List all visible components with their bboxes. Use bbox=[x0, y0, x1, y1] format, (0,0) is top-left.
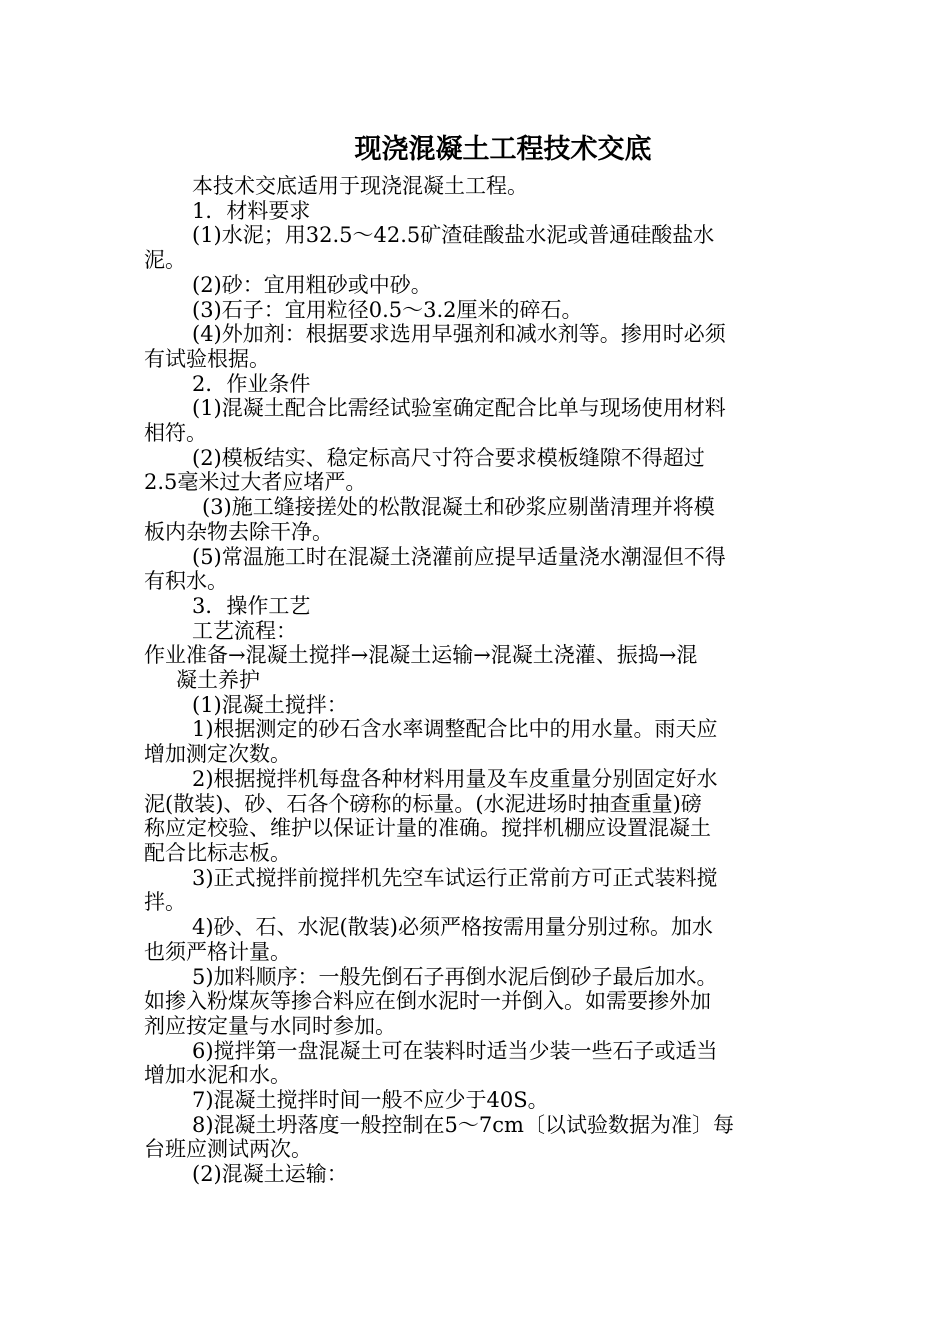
paragraph-line: 2)根据搅拌机每盘各种材料用量及车皮重量分别固定好水 bbox=[192, 766, 718, 791]
paragraph-line: 如掺入粉煤灰等掺合料应在倒水泥时一并倒入。如需要掺外加 bbox=[144, 989, 711, 1014]
section-heading-materials: 1．材料要求 bbox=[192, 198, 311, 223]
paragraph-line: (3)石子：宜用粒径0.5～3.2厘米的碎石。 bbox=[192, 297, 583, 322]
process-flow-line: 凝土养护 bbox=[176, 668, 260, 693]
paragraph-line: 增加水泥和水。 bbox=[144, 1063, 291, 1088]
paragraph-line: 泥(散装)、砂、石各个磅称的标量。(水泥进场时抽查重量)磅 bbox=[144, 791, 702, 816]
paragraph-line: 有积水。 bbox=[144, 569, 228, 594]
paragraph-line: (2)模板结实、稳定标高尺寸符合要求模板缝隙不得超过 bbox=[192, 445, 705, 470]
paragraph-line: (3)施工缝接搓处的松散混凝土和砂浆应剔凿清理并将模 bbox=[202, 495, 715, 520]
paragraph-line: 2.5毫米过大者应堵严。 bbox=[144, 470, 367, 495]
paragraph-line: 泥。 bbox=[144, 248, 186, 273]
paragraph-line: 相符。 bbox=[144, 421, 207, 446]
section-heading-process: 3．操作工艺 bbox=[192, 593, 311, 618]
paragraph-line: 7)混凝土搅拌时间一般不应少于40S。 bbox=[192, 1088, 549, 1113]
paragraph-line: (5)常温施工时在混凝土浇灌前应提早适量浇水潮湿但不得 bbox=[192, 544, 726, 569]
paragraph-line: 4)砂、石、水泥(散装)必须严格按需用量分别过称。加水 bbox=[192, 915, 713, 940]
paragraph-line: 8)混凝土坍落度一般控制在5～7cm〔以试验数据为准〕每 bbox=[192, 1112, 734, 1137]
paragraph-line: (2)砂：宜用粗砂或中砂。 bbox=[192, 272, 432, 297]
paragraph-line: 有试验根据。 bbox=[144, 346, 270, 371]
paragraph-line: 剂应按定量与水同时参加。 bbox=[144, 1013, 396, 1038]
section-heading-conditions: 2．作业条件 bbox=[192, 371, 311, 396]
paragraph-line: 配合比标志板。 bbox=[144, 840, 291, 865]
paragraph-line: 拌。 bbox=[144, 890, 186, 915]
paragraph-line: 1)根据测定的砂石含水率调整配合比中的用水量。雨天应 bbox=[192, 717, 718, 742]
paragraph-line: (1)水泥；用32.5～42.5矿渣硅酸盐水泥或普通硅酸盐水 bbox=[192, 223, 715, 248]
paragraph-line: 台班应测试两次。 bbox=[144, 1137, 312, 1162]
paragraph-line: 6)搅拌第一盘混凝土可在装料时适当少装一些石子或适当 bbox=[192, 1038, 718, 1063]
paragraph-line: 5)加料顺序：一般先倒石子再倒水泥后倒砂子最后加水。 bbox=[192, 964, 718, 989]
paragraph-line: (1)混凝土搅拌： bbox=[192, 692, 348, 717]
paragraph-line: 增加测定次数。 bbox=[144, 742, 291, 767]
paragraph-line: 也须严格计量。 bbox=[144, 939, 291, 964]
document-body bbox=[144, 174, 806, 1187]
paragraph-line: 本技术交底适用于现浇混凝土工程。 bbox=[192, 174, 528, 198]
process-flow-line: 作业准备→混凝土搅拌→混凝土运输→混凝土浇灌、振捣→混 bbox=[144, 643, 698, 668]
paragraph-line: 板内杂物去除干净。 bbox=[144, 519, 333, 544]
paragraph-line: (2)混凝土运输： bbox=[192, 1162, 348, 1187]
paragraph-line: (4)外加剂：根据要求选用早强剂和减水剂等。掺用时必须 bbox=[192, 322, 726, 347]
document-title: 现浇混凝土工程技术交底 bbox=[354, 134, 652, 165]
paragraph-line: (1)混凝土配合比需经试验室确定配合比单与现场使用材料 bbox=[192, 396, 726, 421]
paragraph-line: 3)正式搅拌前搅拌机先空车试运行正常前方可正式装料搅 bbox=[192, 865, 718, 890]
paragraph-line: 称应定校验、维护以保证计量的准确。搅拌机棚应设置混凝土 bbox=[144, 816, 711, 841]
paragraph-line: 工艺流程： bbox=[192, 618, 297, 643]
